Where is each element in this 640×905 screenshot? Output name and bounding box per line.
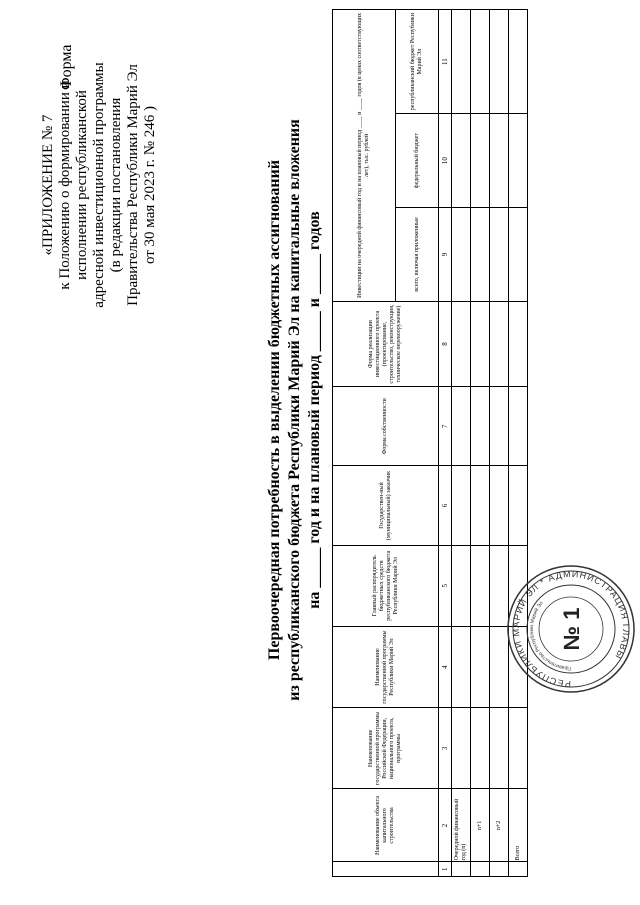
stamp-inner-text: Правительство Республики Марий Эл (528, 600, 572, 672)
table-row (471, 10, 490, 877)
header-cell: Государствен-ный (муниципальный) заказчик (333, 466, 439, 545)
form-label: Форма (58, 44, 75, 90)
column-number: 11 (439, 10, 452, 114)
column-number: 4 (439, 626, 452, 707)
investment-table (332, 9, 528, 877)
document-title (265, 65, 325, 755)
appendix-line: (в редакции постановления (108, 97, 124, 273)
row-label: n+1 (471, 789, 490, 862)
column-number: 10 (439, 114, 452, 208)
title-line: на _____ год и на плановый период _____ и _____ годов (306, 211, 323, 609)
header-cell: республиканский бюджет Республики Марий Эл (396, 10, 439, 114)
appendix-date-line: от 30 мая 2023 г. № 246 ) (142, 105, 158, 265)
row-label: Очередной финансовый год (n) (452, 789, 471, 862)
stamp-seal (505, 563, 637, 695)
column-number: 7 (439, 387, 452, 466)
column-number: 5 (439, 545, 452, 626)
table-row (490, 10, 509, 877)
header-cell (333, 862, 439, 877)
column-number: 1 (439, 862, 452, 877)
appendix-line: адресной инвестиционной программы (91, 62, 107, 308)
table-row (509, 10, 528, 877)
appendix-line: исполнении республиканской (74, 90, 90, 280)
header-cell: Наименование государственной программы Российской Федерации, национального проекта, программы (333, 708, 439, 789)
header-cell: Инвестиции на очередной финансовый год и на плановый период ____ и ____ годов (в ценах соответствующих лет), тыс. рублей (333, 10, 396, 302)
header-cell: Форма реализации инвестиционного проекта (проектирование, строительство, реконструкция, техническое перевооружение) (333, 301, 439, 386)
column-number: 9 (439, 208, 452, 302)
official-stamp (505, 563, 637, 695)
stamp-ring-text: РЕСПУБЛИКИ МАРИЙ ЭЛ * АДМИНИСТРАЦИЯ ГЛАВЫ (510, 568, 632, 690)
header-cell: всего, включая приложенные (396, 208, 439, 302)
header-cell: Наименование объекта капитального строительства (333, 789, 439, 862)
stamp-number: № 1 (559, 607, 584, 651)
column-number: 6 (439, 466, 452, 545)
title-line: из республиканского бюджета Республики Марий Эл на капитальные вложения (286, 119, 303, 701)
column-number-row (439, 10, 452, 877)
header-row (333, 10, 396, 877)
title-line: Первоочередная потребность в выделении бюджетных ассигнований (266, 159, 283, 661)
row-label: n+2 (490, 789, 509, 862)
header-cell: Главный распорядитель бюджетных средств республиканского бюджета Республики Марий Эл (333, 545, 439, 626)
header-cell: Наименование государственной программы Республики Марий Эл (333, 626, 439, 707)
header-cell: Форма собственности (333, 387, 439, 466)
appendix-title: «ПРИЛОЖЕНИЕ № 7 (40, 114, 56, 256)
row-label: Всего (509, 789, 528, 862)
column-number: 8 (439, 301, 452, 386)
column-number: 3 (439, 708, 452, 789)
table-row (452, 10, 471, 877)
appendix-line: к Положению о формировании и (57, 80, 73, 290)
header-cell: федеральный бюджет (396, 114, 439, 208)
appendix-line: Правительства Республики Марий Эл (125, 64, 141, 306)
column-number: 2 (439, 789, 452, 862)
